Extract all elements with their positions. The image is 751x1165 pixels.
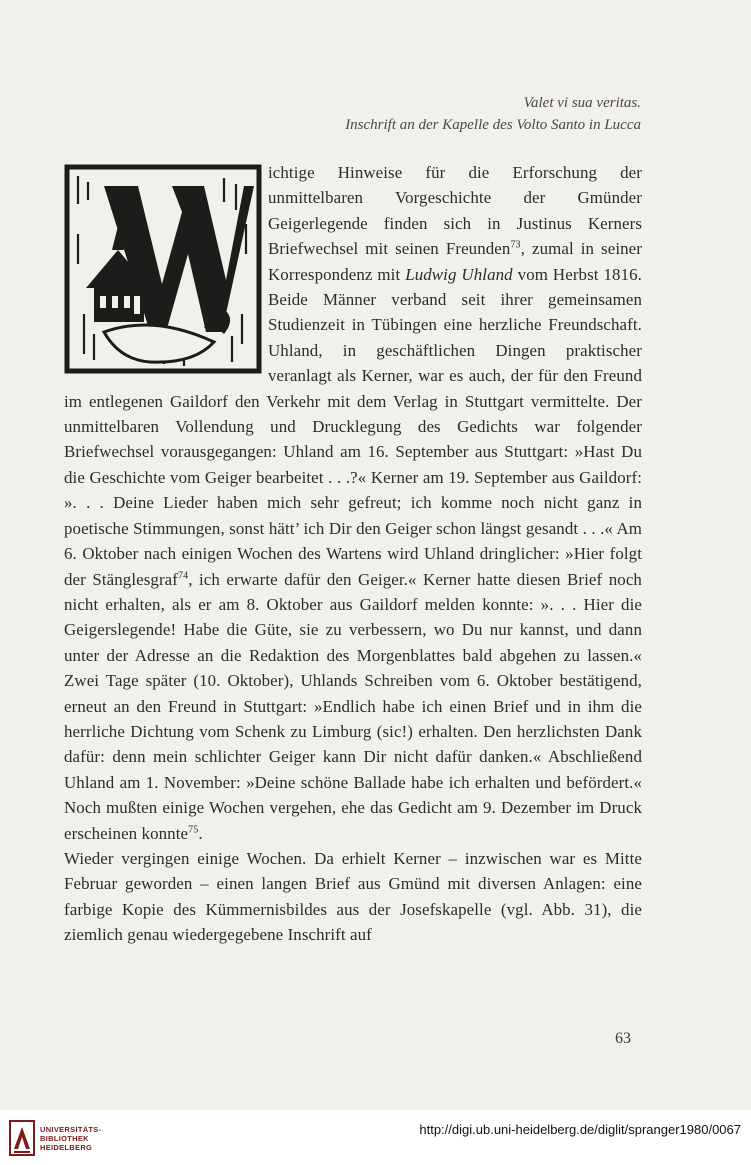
footer-bar [0, 1110, 751, 1165]
woodcut-initial-w-icon [64, 164, 262, 374]
footnote-ref-74[interactable]: 74 [177, 569, 189, 581]
logo-line-3: HEIDELBERG [40, 1143, 93, 1152]
main-text [64, 160, 642, 948]
source-url-link[interactable]: http://digi.ub.uni-heidelberg.de/diglit/spranger1980/0067 [419, 1122, 741, 1137]
epigraph [345, 92, 641, 136]
page-number: 63 [615, 1030, 631, 1047]
epigraph-quote: Valet vi sua veritas. [523, 95, 641, 111]
logo-line-1: UNIVERSITÄTS- [40, 1125, 102, 1134]
footnote-ref-73[interactable]: 73 [510, 239, 521, 251]
heidelberg-university-library-logo-icon [8, 1119, 36, 1157]
person-name-uhland: Ludwig Uhland [405, 264, 513, 284]
epigraph-source: Inschrift an der Kapelle des Volto Santo in Lucca [345, 117, 641, 133]
logo-line-2: BIBLIOTHEK [40, 1134, 89, 1143]
paragraph-2: Wieder vergingen einige Wochen. Da erhielt Kerner – inzwischen war es Mitte Februar geworden – einen langen Brief aus Gmünd mit diversen Anlagen: eine farbige Kopie des Kümmernisbildes aus der Josefskapelle (vgl. Abb. 31), die ziemlich genau wiedergegebene Inschrift auf [64, 848, 642, 945]
footnote-ref-75[interactable]: 75 [188, 823, 199, 835]
paragraph-1: ichtige Hinweise für die Erforschung der unmittelbaren Vorgeschichte der Gmünder Geigerlegende finden sich in Justinus Kerners Briefwechsel mit seinen Freunden$^{73}$, zumal in seiner Korrespondenz mit Ludwig Uhland vom Herbst 1816. Beide Männer verband seit ihrer gemeinsamen Studienzeit in Tübingen eine herzliche Freundschaft. Uhland, in geschäftlichen Dingen praktischer veranlagt als Kerner, war es auch, der für den Freund im entlegenen Gaildorf den Verkehr mit dem Verlag in Stuttgart vermittelte. Der unmittelbaren Vollendung und Drucklegung des Gedichts war folgender Briefwechsel vorausgegangen: Uhland am 16. September aus Stuttgart: »Hast Du die Geschichte vom Geiger bearbeitet . . .?« Kerner am 19. September aus Gaildorf: ». . . Deine Lieder haben mich sehr gefreut; ich komme noch nicht ganz in poetische Stimmungen, sonst hätt’ ich Dir den Geiger schon längst gesandt . . .« Am 6. Oktober nach einigen Wochen des Wartens wird Uhland dringlicher: »Hier folgt der Stänglesgraf$^{74}$, ich erwarte dafür den Geiger.« Kerner hatte diesen Brief noch nicht erhalten, als er am 8. Oktober aus Gaildorf melden konnte: ». . . Hier die Geigerslegende! Habe die Güte, sie zu verbessern, wo Du nur kannst, und dann unter der Adresse an die Redaktion des Morgenblattes bald abgehen zu lassen.« Zwei Tage später (10. Oktober), Uhlands Schreiben vom 6. Oktober bestätigend, erneut an den Freund in Stuttgart: »Endlich habe ich einen Brief und in ihm die herrliche Dichtung vom Schenk zu Limburg (sic!) erhalten. Den herzlichsten Dank dafür: denn mein schlichter Geiger kann Dir nicht dafür danken.« Abschließend Uhland am 1. November: »Deine schöne Ballade habe ich erhalten und befördert.« Noch mußten einige Wochen vergehen, ehe das Gedicht am 9. Dezember im Druck erscheinen konnte$^{75}$. [64, 163, 643, 843]
library-logo[interactable] [8, 1119, 128, 1159]
